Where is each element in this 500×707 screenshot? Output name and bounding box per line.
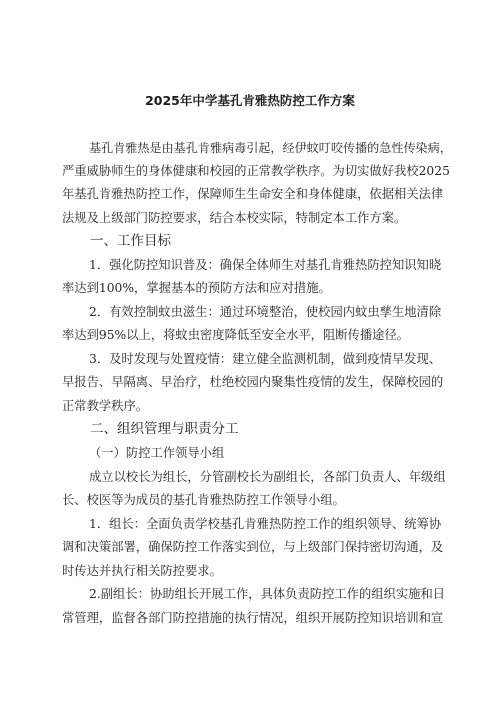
intro-line: 法规及上级部门防控要求，结合本校实际，特制定本工作方案。 <box>62 211 407 225</box>
body-line: 2．有效控制蚊虫滋生：通过环境整治，使校园内蚊虫孳生地清除 <box>89 305 442 319</box>
body-line: 正常教学秩序。 <box>62 399 149 413</box>
body-line: 2.副组长：协助组长开展工作，具体负责防控工作的组织实施和日 <box>89 587 446 601</box>
body-line: 早报告、早隔离、早治疗，杜绝校园内聚集性疫情的发生，保障校园的 <box>62 375 444 389</box>
body-line: 率达到100%，掌握基本的预防方法和应对措施。 <box>62 281 331 295</box>
section-heading: 一、工作目标 <box>90 233 171 249</box>
body-line: 1．组长：全面负责学校基孔肯雅热防控工作的组织领导、统筹协 <box>89 517 442 531</box>
body-line: 常管理，监督各部门防控措施的执行情况，组织开展防控知识培训和宣 <box>62 611 444 625</box>
body-line: 3．及时发现与处置疫情：建立健全监测机制，做到疫情早发现、 <box>89 352 442 366</box>
intro-line: 严重威胁师生的身体健康和校园的正常教学秩序。为切实做好我校2025 <box>62 164 450 178</box>
body-line: 长、校医等为成员的基孔肯雅热防控工作领导小组。 <box>62 493 345 507</box>
intro-line: 基孔肯雅热是由基孔肯雅病毒引起，经伊蚊叮咬传播的急性传染病， <box>89 141 452 155</box>
body-line: 率达到95%以上，将蚊虫密度降低至安全水平，阻断传播途径。 <box>62 328 410 342</box>
intro-line: 年基孔肯雅热防控工作，保障师生生命安全和身体健康，依据相关法律 <box>62 187 444 201</box>
section-heading: 二、组织管理与职责分工 <box>90 421 239 437</box>
subsection-heading: （一）防控工作领导小组 <box>89 446 225 460</box>
body-line: 1．强化防控知识普及：确保全体师生对基孔肯雅热防控知识知晓 <box>89 258 442 272</box>
body-line: 时传达并执行相关防控要求。 <box>62 564 222 578</box>
body-line: 调和决策部署，确保防控工作落实到位，与上级部门保持密切沟通，及 <box>62 540 444 554</box>
document-title: 2025年中学基孔肯雅热防控工作方案 <box>145 93 355 108</box>
body-line: 成立以校长为组长，分管副校长为副组长，各部门负责人、年级组 <box>89 470 446 484</box>
